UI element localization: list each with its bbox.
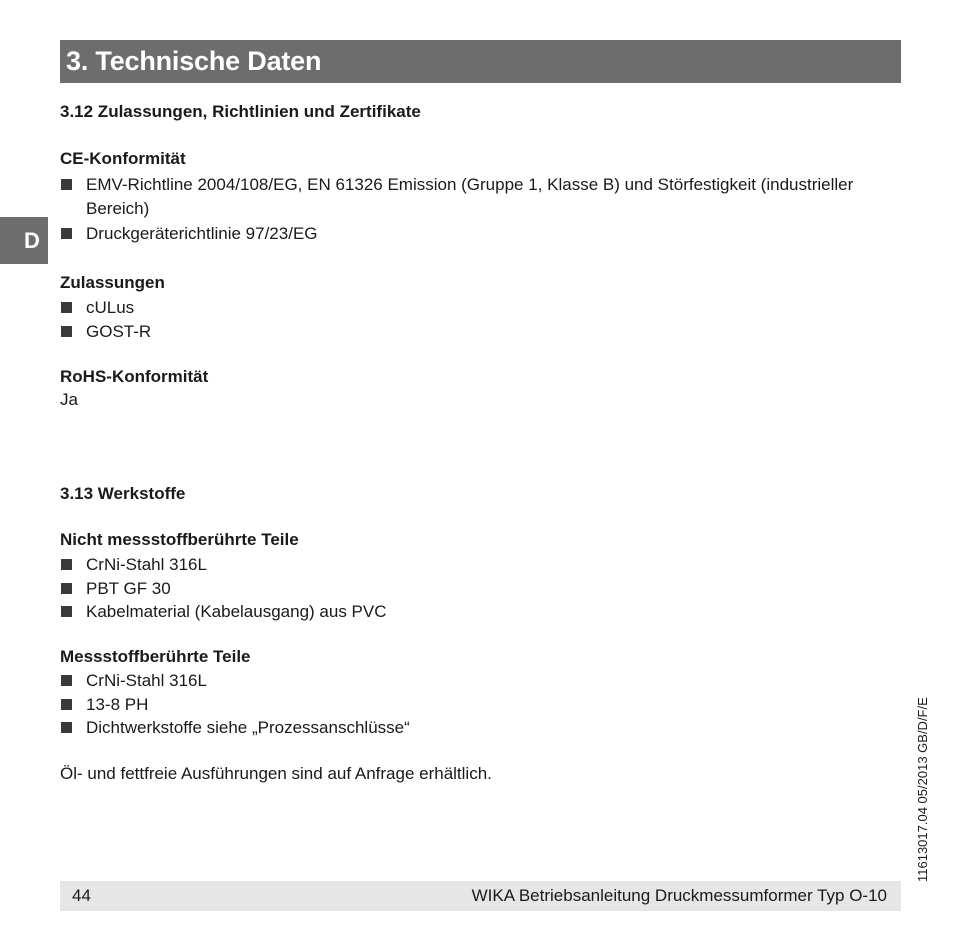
chapter-title-bar <box>60 40 901 83</box>
bullet-square-icon <box>61 722 72 733</box>
bullet-square-icon <box>61 302 72 313</box>
list-item: PBT GF 30 <box>60 577 901 601</box>
oil-free-note: Öl- und fettfreie Ausführungen sind auf Anfrage erhältlich. <box>60 764 492 783</box>
language-tab: D <box>0 217 48 264</box>
list-item: CrNi-Stahl 316L <box>60 553 901 577</box>
approvals-heading: Zulassungen <box>60 273 165 292</box>
list-item: 13-8 PH <box>60 693 901 717</box>
list-item: Kabelmaterial (Kabelausgang) aus PVC <box>60 600 901 624</box>
section-heading-3-12: 3.12 Zulassungen, Richtlinien und Zertifikate <box>60 102 421 121</box>
bullet-square-icon <box>61 559 72 570</box>
list-item: cULus <box>60 296 901 320</box>
document-code: 11613017.04 05/2013 GB/D/F/E <box>915 697 930 882</box>
footer-document-title: WIKA Betriebsanleitung Druckmessumformer Typ O-10 <box>471 886 887 905</box>
bullet-square-icon <box>61 699 72 710</box>
rohs-conformity-heading: RoHS-Konformität <box>60 367 209 386</box>
rohs-conformity-value: Ja <box>60 390 78 409</box>
bullet-square-icon <box>61 326 72 337</box>
bullet-square-icon <box>61 675 72 686</box>
page-number: 44 <box>72 886 91 905</box>
list-item: EMV-Richtline 2004/108/EG, EN 61326 Emission (Gruppe 1, Klasse B) und Störfestigkeit (industrieller Bereich) <box>60 173 901 220</box>
list-item: CrNi-Stahl 316L <box>60 669 901 693</box>
bullet-square-icon <box>61 179 72 190</box>
ce-conformity-heading: CE-Konformität <box>60 149 186 168</box>
wetted-parts-heading: Messstoffberührte Teile <box>60 647 251 666</box>
list-item: Druckgeräterichtlinie 97/23/EG <box>60 222 901 246</box>
list-item: GOST-R <box>60 320 901 344</box>
bullet-square-icon <box>61 228 72 239</box>
ce-conformity-list <box>60 173 901 246</box>
approvals-list <box>60 296 901 343</box>
bullet-square-icon <box>61 583 72 594</box>
bullet-square-icon <box>61 606 72 617</box>
page-footer <box>60 881 901 911</box>
non-wetted-parts-heading: Nicht messstoffberührte Teile <box>60 530 299 549</box>
section-heading-3-13: 3.13 Werkstoffe <box>60 484 186 503</box>
chapter-title: 3. Technische Daten <box>66 46 322 76</box>
non-wetted-parts-list <box>60 553 901 624</box>
list-item: Dichtwerkstoffe siehe „Prozessanschlüsse“ <box>60 716 901 740</box>
wetted-parts-list <box>60 669 901 740</box>
